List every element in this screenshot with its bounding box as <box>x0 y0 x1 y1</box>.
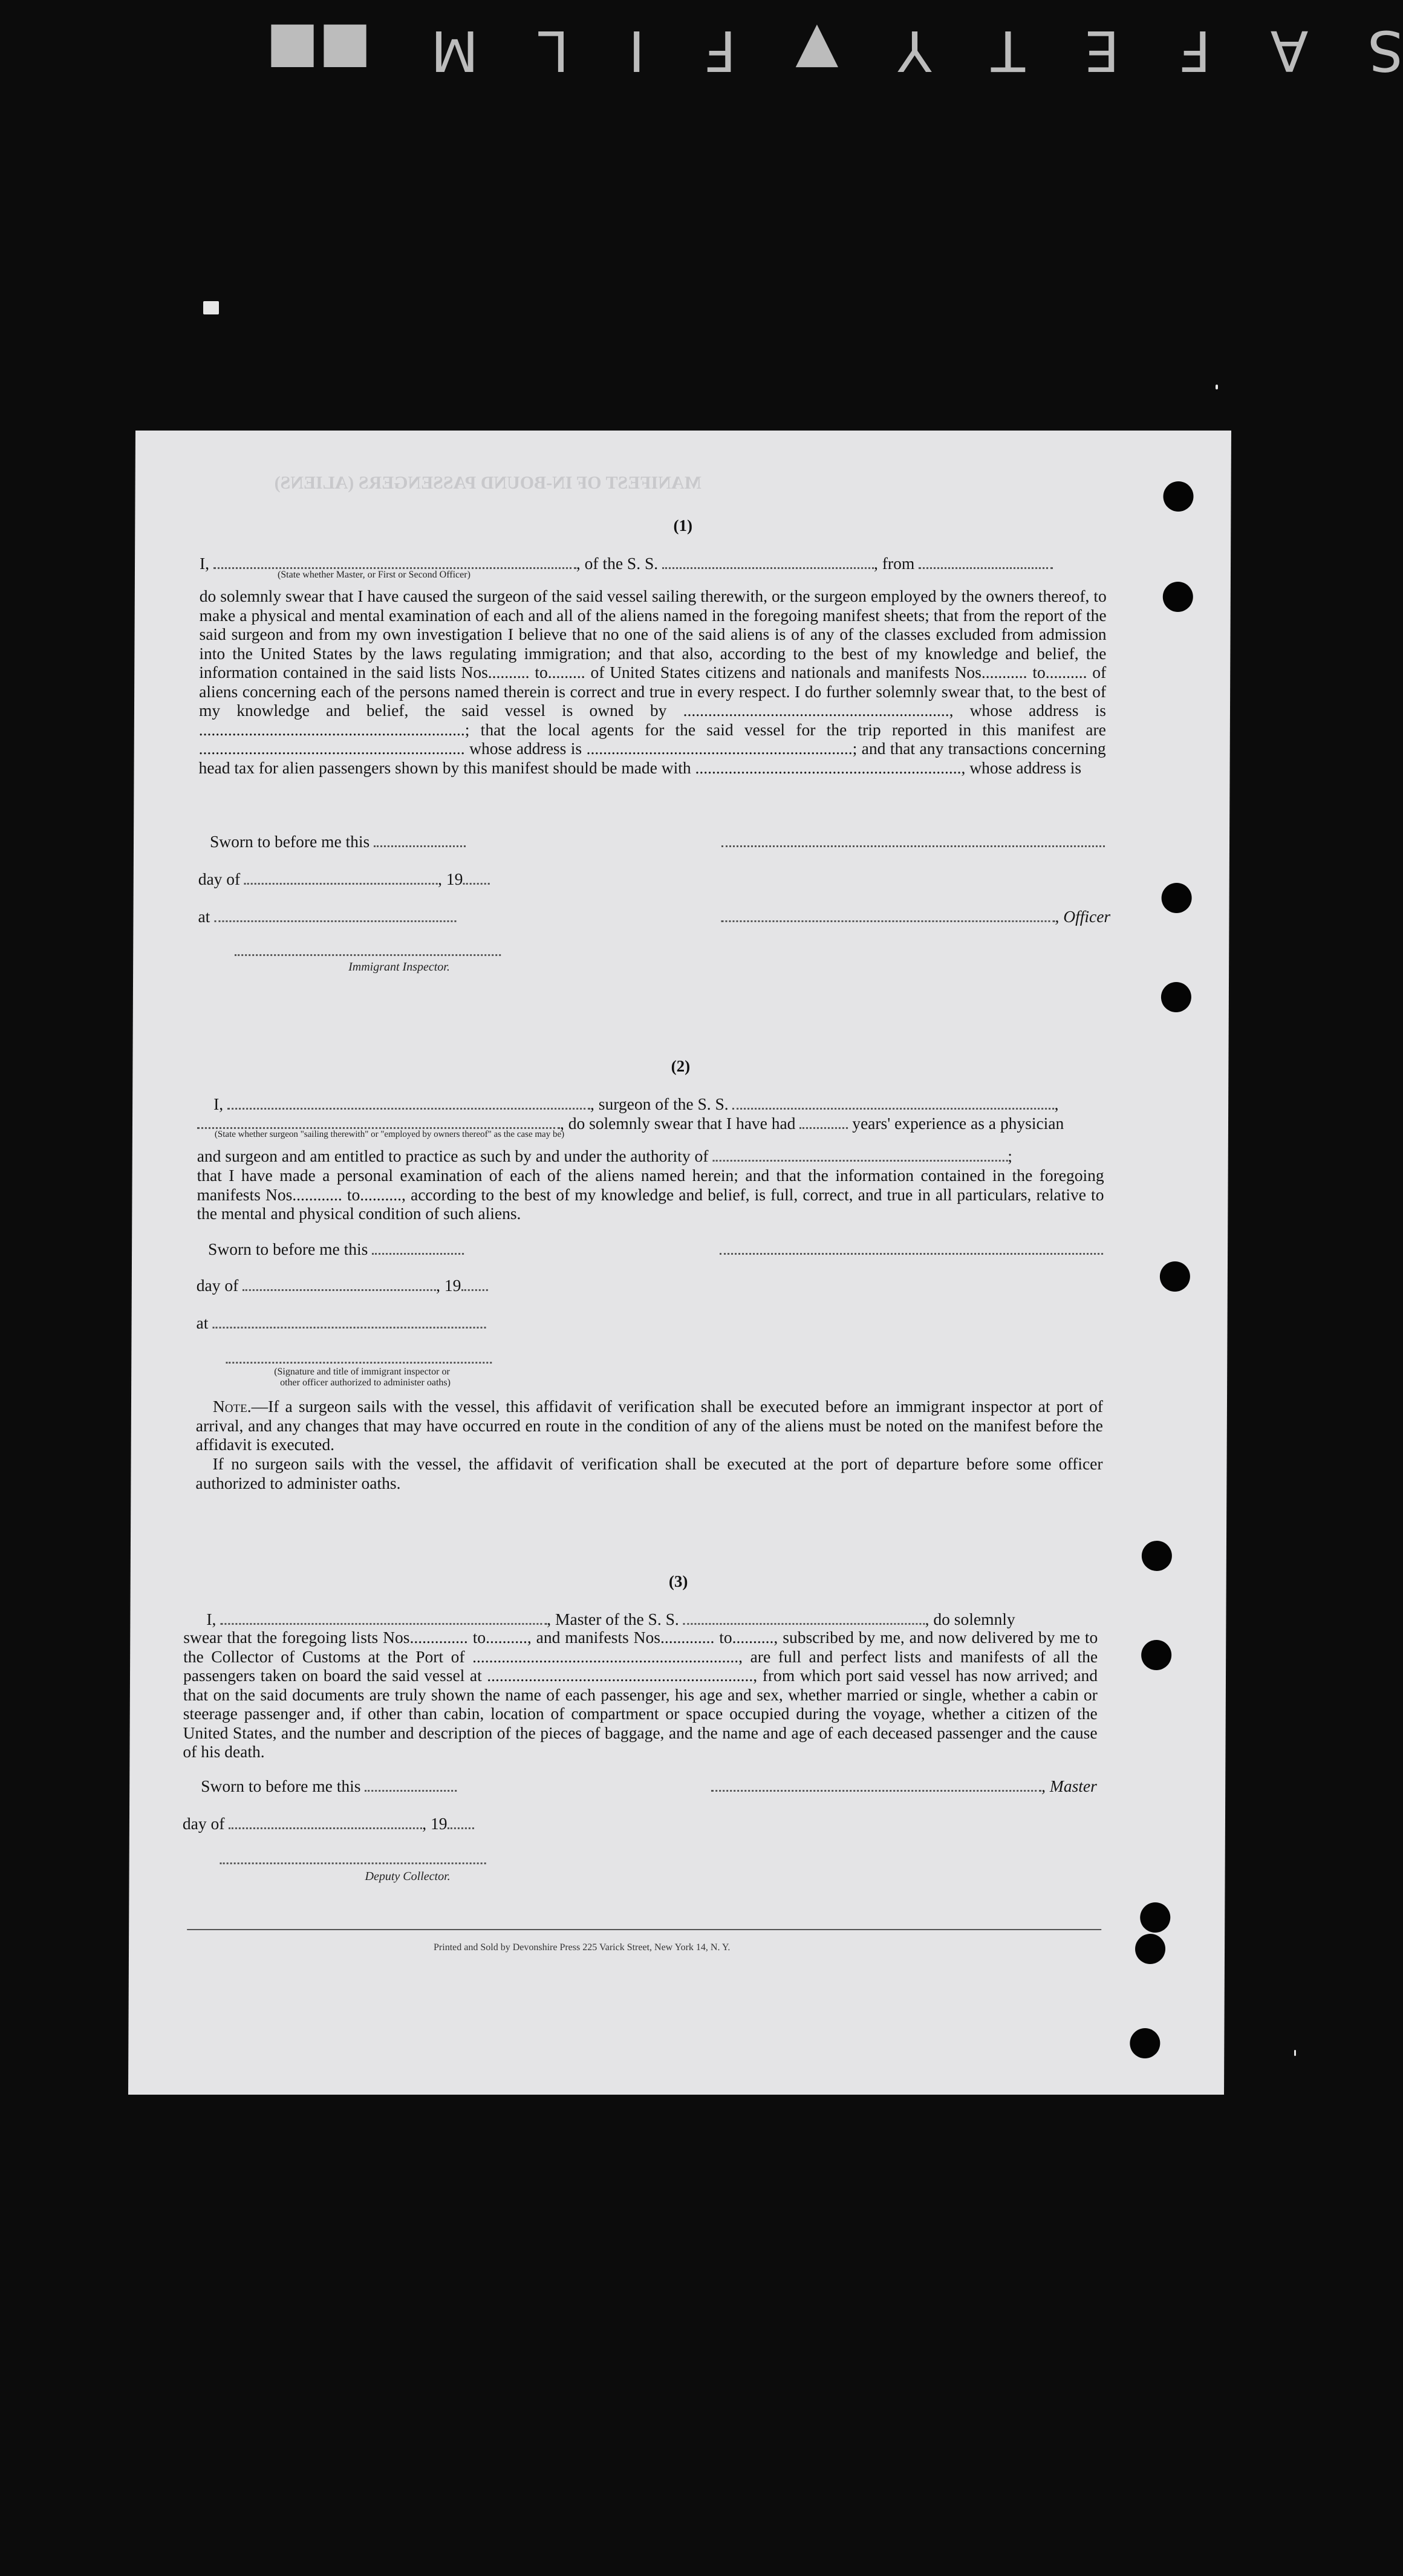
punch-hole <box>1135 1934 1165 1964</box>
surgeon-line-1: I, , surgeon of the S. S. , <box>213 1094 1059 1113</box>
text-authority: and surgeon and am entitled to practice as such by and under the authority of <box>197 1147 709 1165</box>
surgeon-note-2: If no surgeon sails with the vessel, the affidavit of verification shall be executed at the port of departure before some officer authorized to administer oaths. <box>195 1454 1103 1492</box>
blank-line <box>220 1623 547 1625</box>
blank-line <box>711 1790 1041 1792</box>
day-of-text: day of <box>182 1814 225 1833</box>
at-text: at <box>196 1313 209 1332</box>
blank-line <box>365 1790 457 1792</box>
text-i: I, <box>199 554 210 573</box>
master-at <box>198 908 456 925</box>
text-master-of-ss: , Master of the S. S. <box>547 1610 679 1628</box>
surgeon-sworn <box>208 1241 464 1258</box>
blank-line <box>235 954 501 956</box>
film-edge-letter: A <box>1270 18 1309 83</box>
officer-text: , Officer <box>1055 907 1111 926</box>
film-edge-letter: L <box>538 18 569 83</box>
collector-body: swear that the foregoing lists Nos.............. to.........., and manifests Nos............. to.........., subscribed by me, and now delivered by me to the Collector of Customs at the Port of ................................................................, are full and perfect lists and manifests of all the passengers taken on board the said vessel at ................................................................, from which port said vessel has now arrived; and that on the said documents are truly shown the name of each passenger, his age and sex, whether married or single, whether a cabin or steerage passenger and, if other than cabin, location of compartment or space occupied during the voyage, whether a citizen of the United States, and the number and description of the pieces of baggage, and the name and age of each deceased passenger and the cause of his death. <box>183 1628 1098 1761</box>
film-edge-text <box>266 15 1403 87</box>
surgeon-sig-caption-1: (Signature and title of immigrant inspector or <box>274 1367 450 1377</box>
surgeon-note <box>196 1397 1103 1454</box>
blank-line <box>243 1289 436 1291</box>
master-day-of <box>198 871 490 888</box>
film-edge-letter: ▼ <box>795 18 839 83</box>
film-speck <box>203 301 219 314</box>
deputy-caption: Deputy Collector. <box>365 1870 451 1883</box>
punch-hole <box>1140 1902 1170 1933</box>
text-i: I, <box>213 1094 224 1113</box>
master-sworn <box>210 833 466 850</box>
printer-footer: Printed and Sold by Devonshire Press 225 Varick Street, New York 14, N. Y. <box>434 1942 731 1953</box>
footer-rule <box>187 1929 1101 1930</box>
blank-line <box>220 1862 486 1864</box>
sworn-text: Sworn to before me this <box>208 1240 368 1258</box>
punch-hole <box>1162 883 1192 913</box>
sworn-text: Sworn to before me this <box>209 832 370 851</box>
blank-line <box>461 1289 487 1291</box>
film-speck <box>1216 385 1218 389</box>
section-1-number: (1) <box>673 516 693 535</box>
film-edge-letter: I <box>628 18 645 83</box>
blank-line <box>721 845 1105 847</box>
text-from: , from <box>873 554 915 573</box>
film-edge-letter: F <box>1179 18 1211 83</box>
surgeon-sig-caption-2: other officer authorized to administer oaths) <box>280 1377 451 1388</box>
text-do-solemnly-swear: , do solemnly swear that I have had <box>559 1114 796 1133</box>
day-of-text: day of <box>198 870 241 888</box>
manifest-page <box>128 431 1231 2095</box>
surgeon-line-3: and surgeon and am entitled to practice as such by and under the authority of ; <box>197 1147 1012 1165</box>
surgeon-day-of <box>197 1277 488 1294</box>
blank-line <box>448 1827 474 1829</box>
text-i: I, <box>206 1610 216 1628</box>
text-surgeon-of-ss: , surgeon of the S. S. <box>590 1094 729 1113</box>
surgeon-inspector-line <box>226 1350 492 1367</box>
note-label: Note. <box>212 1397 252 1416</box>
punch-hole <box>1163 481 1193 512</box>
film-speck <box>1294 2050 1296 2056</box>
blank-line <box>227 1108 590 1110</box>
blank-line <box>662 567 874 569</box>
film-edge-letter: M <box>431 18 479 83</box>
surgeon-caption: (State whether surgeon "sailing therewith" or "employed by owners thereof" as the case may be) <box>214 1130 565 1139</box>
blank-line <box>721 920 1055 922</box>
master-body: do solemnly swear that I have caused the surgeon of the said vessel sailing therewith, or the surgeon employed by the owners thereof, to make a physical and mental examination of each and all of the aliens named in the foregoing manifest sheets; that from the report of the said surgeon and from my own investigation I believe that no one of the said aliens is of any of the classes excluded from admission into the United States by the laws regulating immigration; and that also, according to the best of my knowledge and belief, the information contained in the said lists Nos.......... to......... of United States citizens and nationals and manifests Nos........... to.......... of aliens concerning each of the persons named therein is correct and true in every respect. I do further solemnly swear that, to the best of my knowledge and belief, the said vessel is owned by ................................................................, whose address is ................................................................; that the local agents for the said vessel for the trip reported in this manifest are ................................................................ whose address is ................................................................; and that any transactions concerning head tax for alien passengers shown by this manifest should be made with ................................................................, whose address is <box>198 587 1107 777</box>
inspector-line <box>235 942 501 959</box>
blank-line <box>712 1160 1007 1162</box>
master-caption: (State whether Master, or First or Second Officer) <box>277 570 470 580</box>
inspector-caption: Immigrant Inspector. <box>348 960 450 974</box>
surgeon-signature-line <box>720 1241 1103 1258</box>
blank-line <box>214 920 456 922</box>
blank-line <box>213 567 576 569</box>
note-text: —If a surgeon sails with the vessel, this affidavit of verification shall be executed before an immigrant inspector at port of arrival, and any changes that may have occurred en route in the condition of any of the aliens must be noted on the manifest before the affidavit is executed. <box>195 1397 1104 1454</box>
blank-line <box>733 1108 1055 1110</box>
year-text: , 19 <box>422 1814 448 1833</box>
collector-day-of <box>183 1815 474 1832</box>
blank-line <box>197 1127 560 1129</box>
punch-hole <box>1130 2028 1160 2058</box>
blank-line <box>463 883 489 885</box>
blank-line <box>919 567 1053 569</box>
film-edge-letter: Y <box>897 18 932 83</box>
text-do-solemnly: , do solemnly <box>925 1610 1015 1628</box>
punch-hole <box>1160 1261 1190 1292</box>
blank-line <box>212 1327 486 1329</box>
blank-line <box>799 1127 848 1129</box>
master-officer-line <box>721 908 1110 925</box>
section-2-number: (2) <box>671 1057 691 1075</box>
film-edge-letter: ■■ <box>266 18 371 83</box>
blank-line <box>720 1253 1103 1255</box>
blank-line <box>372 1253 464 1255</box>
film-edge-letter: T <box>991 18 1025 83</box>
film-edge-letter: E <box>1084 18 1120 83</box>
year-text: , 19 <box>438 870 463 888</box>
bleed-through-heading: MANIFEST OF IN-BOUND PASSENGERS (ALIENS) <box>274 473 701 493</box>
sworn-text: Sworn to before me this <box>201 1777 361 1795</box>
master-text: , Master <box>1041 1777 1097 1795</box>
blank-line <box>374 845 466 847</box>
film-edge-letter: F <box>704 18 737 83</box>
year-text: , 19 <box>436 1276 461 1295</box>
text-years-experience: years' experience as a physician <box>852 1114 1064 1133</box>
surgeon-body: that I have made a personal examination of each of the aliens named herein; and that the information contained in the foregoing manifests Nos............ to.........., according to the best of my knowledge and belief, is full, correct, and true in all particulars, relative to the mental and physical condition of such aliens. <box>197 1166 1104 1223</box>
deputy-line <box>220 1850 486 1867</box>
collector-master-line <box>711 1778 1097 1795</box>
blank-line <box>229 1827 422 1829</box>
section-3-number: (3) <box>668 1572 688 1590</box>
surgeon-at <box>197 1315 486 1332</box>
text-of-ss: , of the S. S. <box>576 554 659 573</box>
master-signature-line <box>721 833 1105 850</box>
film-edge-letter: S <box>1367 18 1403 83</box>
punch-hole <box>1141 1640 1171 1670</box>
punch-hole <box>1161 982 1191 1012</box>
blank-line <box>226 1362 492 1364</box>
at-text: at <box>198 907 210 926</box>
blank-line <box>683 1623 925 1625</box>
collector-line-1 <box>206 1611 1015 1628</box>
day-of-text: day of <box>196 1276 239 1295</box>
collector-sworn <box>201 1778 457 1795</box>
punch-hole <box>1142 1541 1172 1571</box>
blank-line <box>244 883 438 885</box>
punch-hole <box>1163 582 1193 612</box>
